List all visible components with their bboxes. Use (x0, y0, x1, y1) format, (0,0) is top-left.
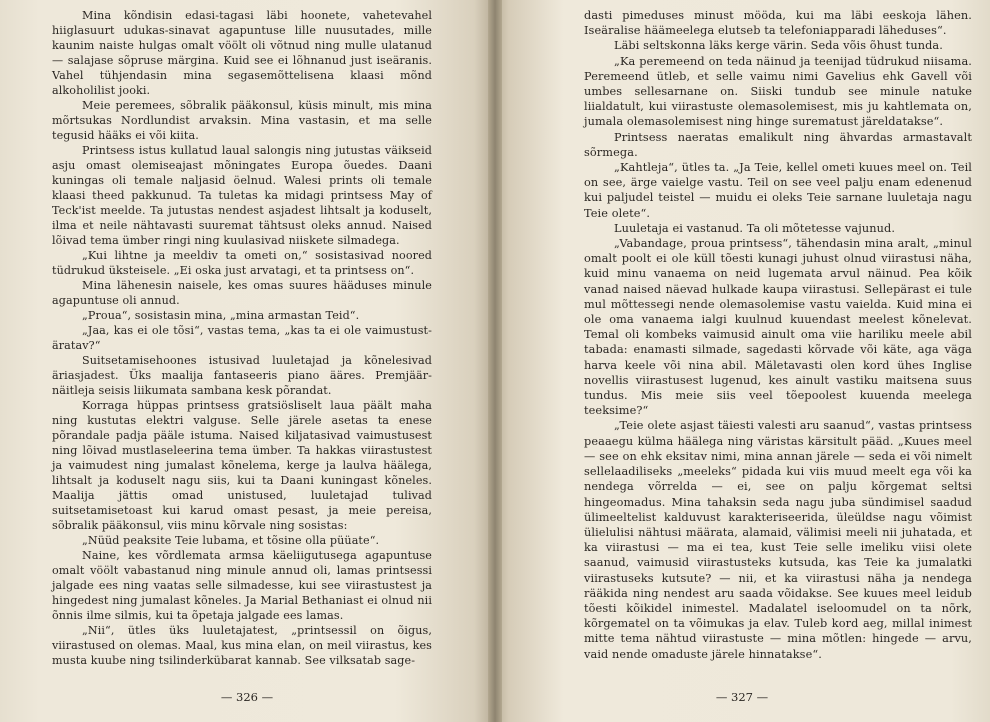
paragraph: Meie peremees, sõbralik pääkonsul, küsis minult, mis mina mõrtsukas Nordlundist arvaksin. Mina vastasin, et ma selle tegusid hääks ei või kiita. (52, 99, 432, 142)
paragraph: „Ka peremeend on teda näinud ja teenijad tüdrukud niisama. Peremeend ütleb, et selle vaimu nimi Gavelius ehk Gavell või umbes sellesarnane on. Siiski tundub see minule natuke liialdatult, kui viirastuste olemasolemisest, mis ju kahtlemata on, jumala olemasolemisest ning hinge surematust järeldatakse“. (584, 54, 972, 129)
paragraph: Luuletaja ei vastanud. Ta oli mõtetesse vajunud. (614, 221, 896, 235)
paragraph: „Nii“, ütles üks luuletajatest, „printsessil on õigus, viirastused on olemas. Maal, kus mina elan, on meil viirastus, kes musta kuube ning tsilinderkübarat kannab. See vilksatab sage- (52, 624, 432, 667)
paragraph: Korraga hüppas printsess gratsiösliselt laua päält maha ning kustutas elektri valguse. Selle järele asetas ta enese põrandale padja pääle istuma. Naised kiljatasivad vaimustusest ning lõivad mustlaseleerina tema ümber. Ta hakkas viirastustest ja vaimudest ning jumalast kõnelema, kerge ja laulva häälega, lihtsalt ja koduselt nagu siis, kui ta Daani kuningast kõneles. Maalija jättis omad unistused, luuletajad tulivad suitsetamisetoast kui karud omast pesast, ja meie pereisa, sõbralik pääkonsul, viis minu kõrvale ning sosistas: (52, 399, 432, 532)
left-page (0, 0, 494, 722)
paragraph: „Vabandage, proua printsess“, tähendasin mina aralt, „minul omalt poolt ei ole küll tõesti kunagi juhust olnud viirastusi näha, kuid minu vanaema on neid lugemata arvul näinud. Pea kõik vanad naised näevad hulkade kaupa viirastusi. Sellepärast ei tule mul mõttessegi nende olemasolemise vastu vaielda. Kuid mina ei ole oma vanaema ialgi kuulnud kuuendast meelest kõnelevat. Temal oli kombeks vaimusid ainult oma viie hariliku meele abil tabada: enamasti silmade, sagedasti kõrvade või käte, aga väga harva keele või nina abil. Mäletavasti olen kord ühes Inglise novellis viirastusest lugenud, kes ainult vastiku maitsena suus tundus. Mis meie siis veel tõepoolest kuuenda meelega teeksime?“ (584, 237, 972, 418)
paragraph: „Teie olete asjast täiesti valesti aru saanud“, vastas printsess peaaegu külma häälega ning väristas kärsitult pääd. „Kuues meel — see on ehk eksitav nimi, mina annan järele — seda ei või nimelt sellelaadiliseks „meeleks“ pidada kui viis muud meelt ega või ka nendega võrrelda — ei, see on palju kõrgemat seltsi hingeomadus. Mina tahaksin seda nagu juba sündimisel saadud ülimeeltelist kalduvust karakteriseerida, üleüldse nagu võimist ülielulisi nähtusi määrata, alamaid, välimisi meeli nii juhatada, et ka viirastusi — ma ei tea, kust Teie selle imeliku viisi olete saanud, vaimusid viirastusteks kutsuda, kas Teie ka jumalatki viirastuseks kutsute? — nii, et ka viirastusi näha ja nendega rääkida ning nendest aru saada võidakse. See kuues meel leidub tõesti kõikidel inimestel. Madalatel iseloomudel on ta nõrk, kõrgematel on ta võimukas ja elav. Tuleb kord aeg, millal inimest mitte tema nähtud viirastuste — mina mõtlen: hingede — arvu, vaid nende omaduste järele hinnatakse“. (584, 419, 972, 661)
paragraph: Printsess istus kullatud laual salongis ning jutustas väikseid asju omast olemiseajast mõningates Europa õuedes. Daani kuningas oli temale naljasid öelnud. Walesi prints oli temale klaasi theed pakkunud. Ta tuletas ka midagi printsess May of Teck'ist meelde. Ta jutustas nendest asjadest lihtsalt ja koduselt, ilma et neile nähtavasti suuremat tähtsust oleks annud. Naised lõivad tema ümber ringi ning kuulasivad niiskete silmadega. (52, 144, 432, 247)
paragraph: dasti pimeduses minust mööda, kui ma läbi eeskoja lähen. Iseäralise häämeelega elutseb ta telefoniapparadi läheduses“. (584, 9, 972, 38)
paragraph: Mina kõndisin edasi-tagasi läbi hoonete, vahetevahel hiiglasuurt udukas-sinavat agapuntuse lille nuusutades, mille kaunim naiste hulgas omalt vöölt oli võtnud ning mulle ulatanud — salajase sõpruse märgina. Kuid see ei lõhnanud just iseäranis. Vahel tühjendasin mina segasemõttelisena klaasi mõnd alkoholilist jooki. (52, 9, 432, 97)
right-page-text (584, 8, 972, 662)
paragraph: Naine, kes võrdlemata armsa käeliigutusega agapuntuse omalt vöölt vabastanud ning minule annud oli, lamas printsessi jalgade ees ning vaatas selle silmadesse, kui see viirastustest ja hingedest ning jumalast kõneles. Ja Marial Bethaniast ei olnud nii õnnis ilme silmis, kui ta õpetaja jalgade ees lamas. (52, 549, 432, 622)
paragraph: „Kahtleja“, ütles ta. „Ja Teie, kellel ometi kuues meel on. Teil on see, ärge vaielge vastu. Teil on see veel palju enam edenenud kui paljudel teistel — muidu ei oleks Teie sarnane luuletaja nagu Teie olete“. (584, 161, 972, 220)
paragraph: Suitsetamisehoones istusivad luuletajad ja kõnelesivad äriasjadest. Üks maalija fantaseeris piano ääres. Premjäär-näitleja seisis liikumata sambana kesk põrandat. (52, 354, 432, 397)
paragraph: Printsess naeratas emalikult ning ähvardas armastavalt sõrmega. (584, 130, 972, 159)
left-page-text (52, 8, 432, 668)
paragraph: Läbi seltskonna läks kerge värin. Seda võis õhust tunda. (614, 39, 943, 53)
paragraph: „Nüüd peaksite Teie lubama, et tõsine olla püüate“. (82, 534, 380, 547)
paragraph: „Kui lihtne ja meeldiv ta ometi on,“ sosistasivad noored tüdrukud üksteisele. „Ei oska just arvatagi, et ta printsess on“. (52, 249, 432, 277)
paragraph: „Proua“, sosistasin mina, „mina armastan Teid“. (82, 309, 360, 322)
paragraph: Mina lähenesin naisele, kes omas suures hääduses minule agapuntuse oli annud. (52, 279, 432, 307)
right-page (494, 0, 990, 722)
page-number: — 326 — (220, 690, 274, 704)
paragraph: „Jaa, kas ei ole tõsi“, vastas tema, „kas ta ei ole vaimustust-äratav?“ (52, 324, 432, 352)
book-gutter (488, 0, 502, 722)
page-number: — 327 — (715, 690, 769, 704)
